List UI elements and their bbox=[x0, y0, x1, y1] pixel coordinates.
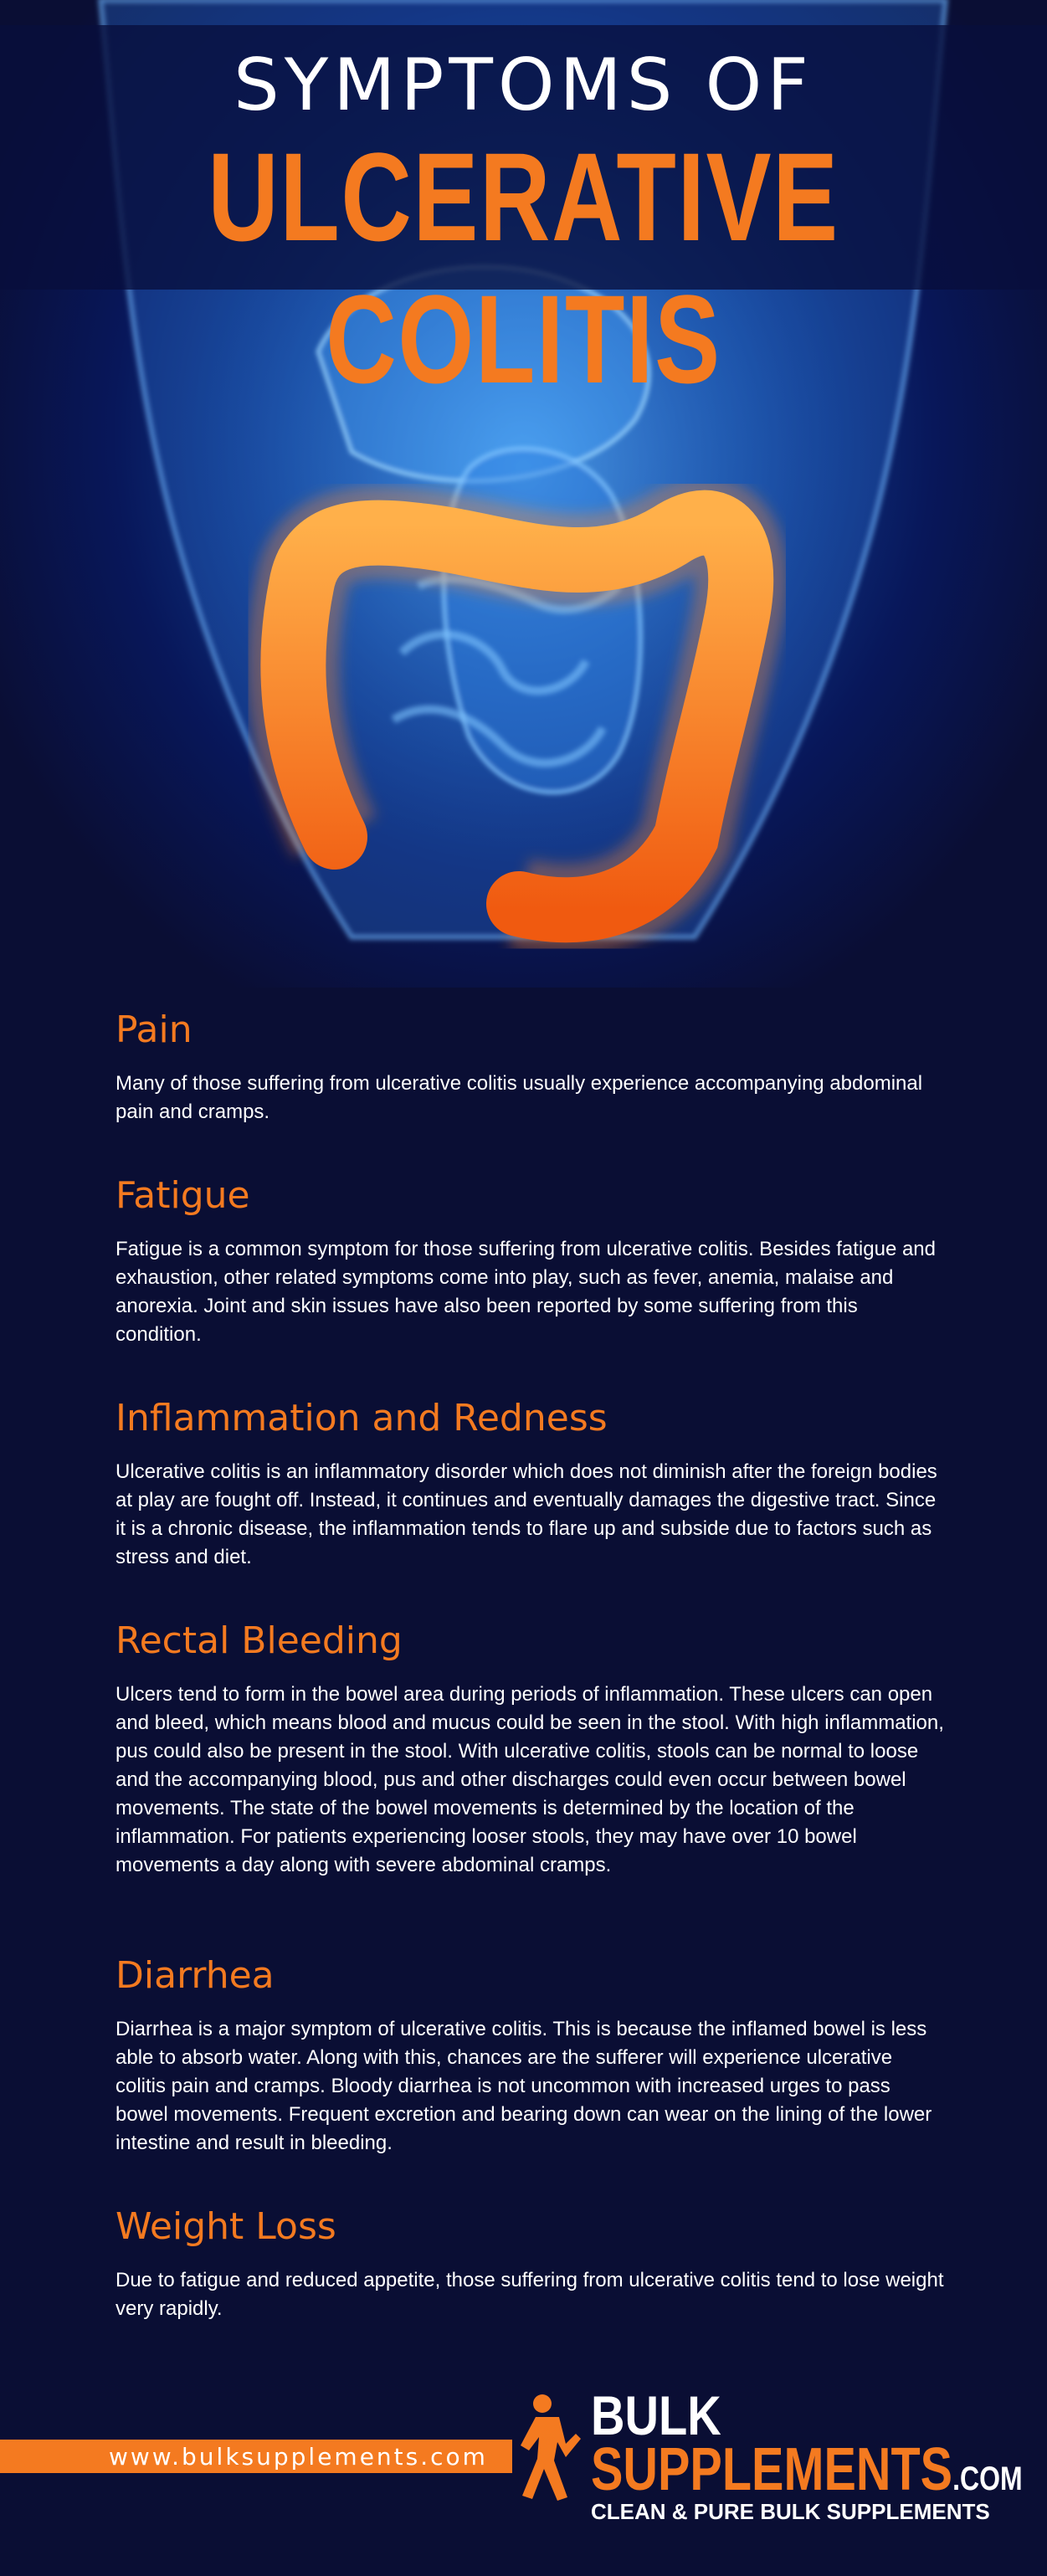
section-body: Many of those suffering from ulcerative colitis usually experience accompanying abdominal pain and cramps. bbox=[115, 1072, 923, 1123]
section-body: Diarrhea is a major symptom of ulcerative colitis. This is because the inflamed bowel is less able to absorb water. Along with this, chances are the sufferer will experience ulcerative colitis pain and cramps. Bloody diarrhea is not uncommon with increased urges to pass bowel movements. Frequent excretion and bearing down can wear on the lining of the lower intestine and result in bleeding. bbox=[115, 2018, 932, 2154]
logo-word-supplements-text: SUPPLEMENTS bbox=[591, 2436, 953, 2503]
logo-word-bulk: BULK bbox=[591, 2384, 721, 2446]
section-fatigue bbox=[115, 1174, 944, 1397]
runner-logo-icon bbox=[517, 2392, 581, 2501]
logo-tagline: CLEAN & PURE BULK SUPPLEMENTS bbox=[591, 2499, 990, 2524]
section-title: Inflammation and Redness bbox=[115, 1397, 608, 1439]
section-title: Diarrhea bbox=[115, 1954, 275, 1997]
website-link[interactable]: www.bulksupplements.com bbox=[109, 2443, 488, 2471]
title-line-1: SYMPTOMS OF bbox=[234, 44, 813, 127]
section-pain bbox=[115, 1008, 944, 1174]
logo-suffix: .COM bbox=[952, 2461, 1023, 2497]
section-body: Ulcerative colitis is an inflammatory disorder which does not diminish after the foreign bodies at play are fought off. Instead, it continues and eventually damages the digestive tract. Since it is a chronic disease, the inflammation tends to flare up and subside due to factors such as stress and diet. bbox=[115, 1460, 937, 1568]
section-title: Pain bbox=[115, 1008, 192, 1051]
section-weight-loss bbox=[115, 2205, 944, 2322]
section-title: Fatigue bbox=[115, 1174, 250, 1217]
logo-word-supplements bbox=[591, 2435, 1023, 2504]
section-body: Due to fatigue and reduced appetite, those suffering from ulcerative colitis tend to lose weight very rapidly. bbox=[115, 2269, 944, 2320]
section-diarrhea bbox=[115, 1954, 944, 2205]
section-title: Weight Loss bbox=[115, 2205, 336, 2248]
section-body: Fatigue is a common symptom for those suffering from ulcerative colitis. Besides fatigue and exhaustion, other related symptoms come into play, such as fever, anemia, malaise and anorexia. Joint and skin issues have also been reported by some suffering from this condition. bbox=[115, 1238, 937, 1346]
section-body: Ulcers tend to form in the bowel area during periods of inflammation. These ulcers can open and bleed, which means blood and mucus could be seen in the stool. With high inflammation, pus could also be present in the stool. With ulcerative colitis, stools can be normal to loose and the accompanying blood, pus and other discharges could even occur between bowel movements. The state of the bowel movements is determined by the location of the inflammation. For patients experiencing looser stools, they may have over 10 bowel movements a day along with severe abdominal cramps. bbox=[115, 1683, 944, 1876]
section-inflammation bbox=[115, 1397, 944, 1619]
section-rectal-bleeding bbox=[115, 1619, 944, 1954]
symptoms-list bbox=[115, 1008, 944, 2322]
title-line-2: ULCERATIVE COLITIS bbox=[208, 126, 839, 409]
section-title: Rectal Bleeding bbox=[115, 1619, 403, 1662]
